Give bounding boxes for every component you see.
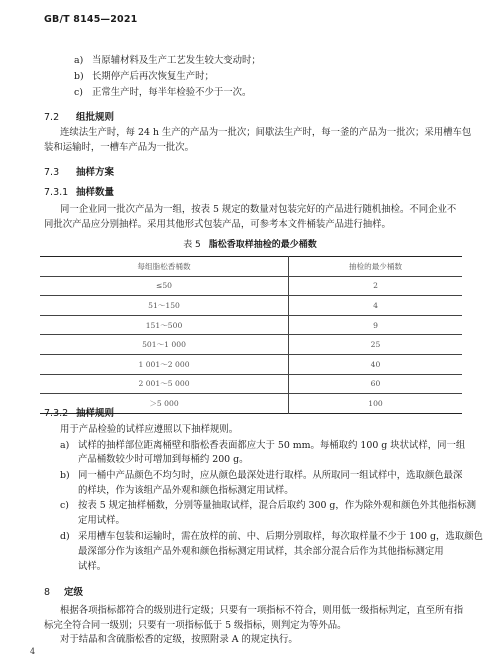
paragraph-line: 同一企业同一批次产品为一组，按表 5 规定的数量对包装完好的产品进行随机抽检。不同企业不 [60, 204, 457, 215]
table-cell: 25 [289, 335, 463, 355]
table-cell: ＞5 000 [40, 394, 289, 414]
table-row [40, 276, 462, 296]
paragraph-line: 装和运输时，一槽车产品为一批次。 [44, 142, 195, 153]
table-row [40, 335, 462, 355]
table-row [40, 296, 462, 316]
table-cell: 501～1 000 [40, 335, 289, 355]
paragraph-line: 标完全符合同一级别；只要有一项指标低于 5 级指标，则判定为等外品。 [44, 620, 347, 631]
section-number: 7.3 [44, 167, 60, 178]
section-heading-7-3 [44, 164, 114, 178]
section-number: 7.2 [44, 112, 60, 123]
standard-code-header: GB/T 8145—2021 [44, 14, 138, 25]
list-marker: d) [60, 531, 70, 542]
table-cell: 151～500 [40, 315, 289, 335]
list-text: 正常生产时，每半年检验不少于一次。 [92, 87, 252, 98]
list-text: 按表 5 规定抽样桶数，分别等量抽取试样，混合后取约 300 g，作为除外观和颜色外其他指标测 [78, 500, 477, 511]
table-cell: 100 [289, 394, 463, 414]
list-text: 当原辅材料及生产工艺发生较大变动时； [92, 55, 261, 66]
section-number: 8 [44, 587, 51, 598]
paragraph-line: 对于结晶和含硫脂松香的定级，按照附录 A 的规定执行。 [60, 634, 298, 645]
page-number: 4 [30, 647, 36, 656]
list-marker: c) [74, 87, 83, 98]
column-header: 每组脂松香桶数 [40, 257, 289, 277]
paragraph-line: 连续法生产时，每 24 h 生产的产品为一批次；间歇法生产时，每一釜的产品为一批次；采用槽车包 [60, 127, 472, 138]
paragraph-line: 用于产品检验的试样应遵照以下抽样规则。 [60, 424, 239, 435]
list-marker: a) [74, 55, 84, 66]
list-text: 试样的抽样部位距离桶壁和脂松香表面都应大于 50 mm。每桶取约 100 g 块状试样，同一组 [78, 440, 466, 451]
list-text: 产品桶数较少时可增加到每桶约 200 g。 [78, 454, 249, 465]
paragraph-line: 根据各项指标都符合的级别进行定级；只要有一项指标不符合，则用低一级指标判定，直至所有指 [60, 605, 464, 616]
table-cell: 1 001～2 000 [40, 354, 289, 374]
list-item [74, 54, 261, 67]
table-row [40, 315, 462, 335]
table-title: 脂松香取样抽检的最少桶数 [208, 240, 317, 250]
table-number: 表 5 [183, 240, 201, 250]
sampling-table [40, 256, 462, 414]
list-text: 采用槽车包装和运输时，需在放样的前、中、后期分别取样，每次取样量不少于 100 g，选取颜色 [78, 531, 483, 542]
table-cell: 2 [289, 276, 463, 296]
table-cell: 40 [289, 354, 463, 374]
paragraph-line: 同批次产品应分别抽样。采用其他形式包装产品，可参考本文件桶装产品进行抽样。 [44, 219, 391, 230]
section-number: 7.3.1 [44, 187, 69, 198]
list-marker: b) [60, 470, 70, 481]
table-header-row [40, 257, 462, 277]
list-text: 最深部分作为该组产品外观和颜色指标测定用试样，其余部分混合后作为其他指标测定用 [78, 546, 444, 557]
section-number: 7.3.2 [44, 408, 69, 419]
section-heading-7-3-2 [44, 405, 114, 419]
section-title: 抽样规则 [76, 408, 115, 419]
list-item [74, 86, 252, 99]
table-caption [0, 237, 500, 250]
list-marker: c) [60, 500, 69, 511]
section-title: 组批规则 [76, 112, 115, 123]
table-row [40, 374, 462, 394]
list-marker: a) [60, 440, 70, 451]
list-text: 定用试样。 [78, 515, 125, 526]
table-cell: 60 [289, 374, 463, 394]
section-title: 定级 [64, 587, 84, 598]
section-heading-8 [44, 584, 83, 598]
table-cell: 51～150 [40, 296, 289, 316]
section-title: 抽样方案 [76, 167, 115, 178]
list-text: 的样块，作为该组产品外观和颜色指标测定用试样。 [78, 485, 294, 496]
list-item [74, 70, 214, 83]
section-title: 抽样数量 [76, 187, 115, 198]
list-text: 试样。 [78, 561, 107, 572]
section-heading-7-2 [44, 109, 114, 123]
column-header: 抽检的最少桶数 [289, 257, 463, 277]
list-text: 同一桶中产品颜色不均匀时，应从颜色最深处进行取样。从所取同一组试样中，选取颜色最深 [78, 470, 463, 481]
list-text: 长期停产后再次恢复生产时； [92, 71, 214, 82]
list-marker: b) [74, 71, 84, 82]
table-cell: 9 [289, 315, 463, 335]
table-cell: ≤50 [40, 276, 289, 296]
table-row [40, 354, 462, 374]
table-cell: 4 [289, 296, 463, 316]
table-cell: 2 001～5 000 [40, 374, 289, 394]
section-heading-7-3-1 [44, 184, 114, 198]
